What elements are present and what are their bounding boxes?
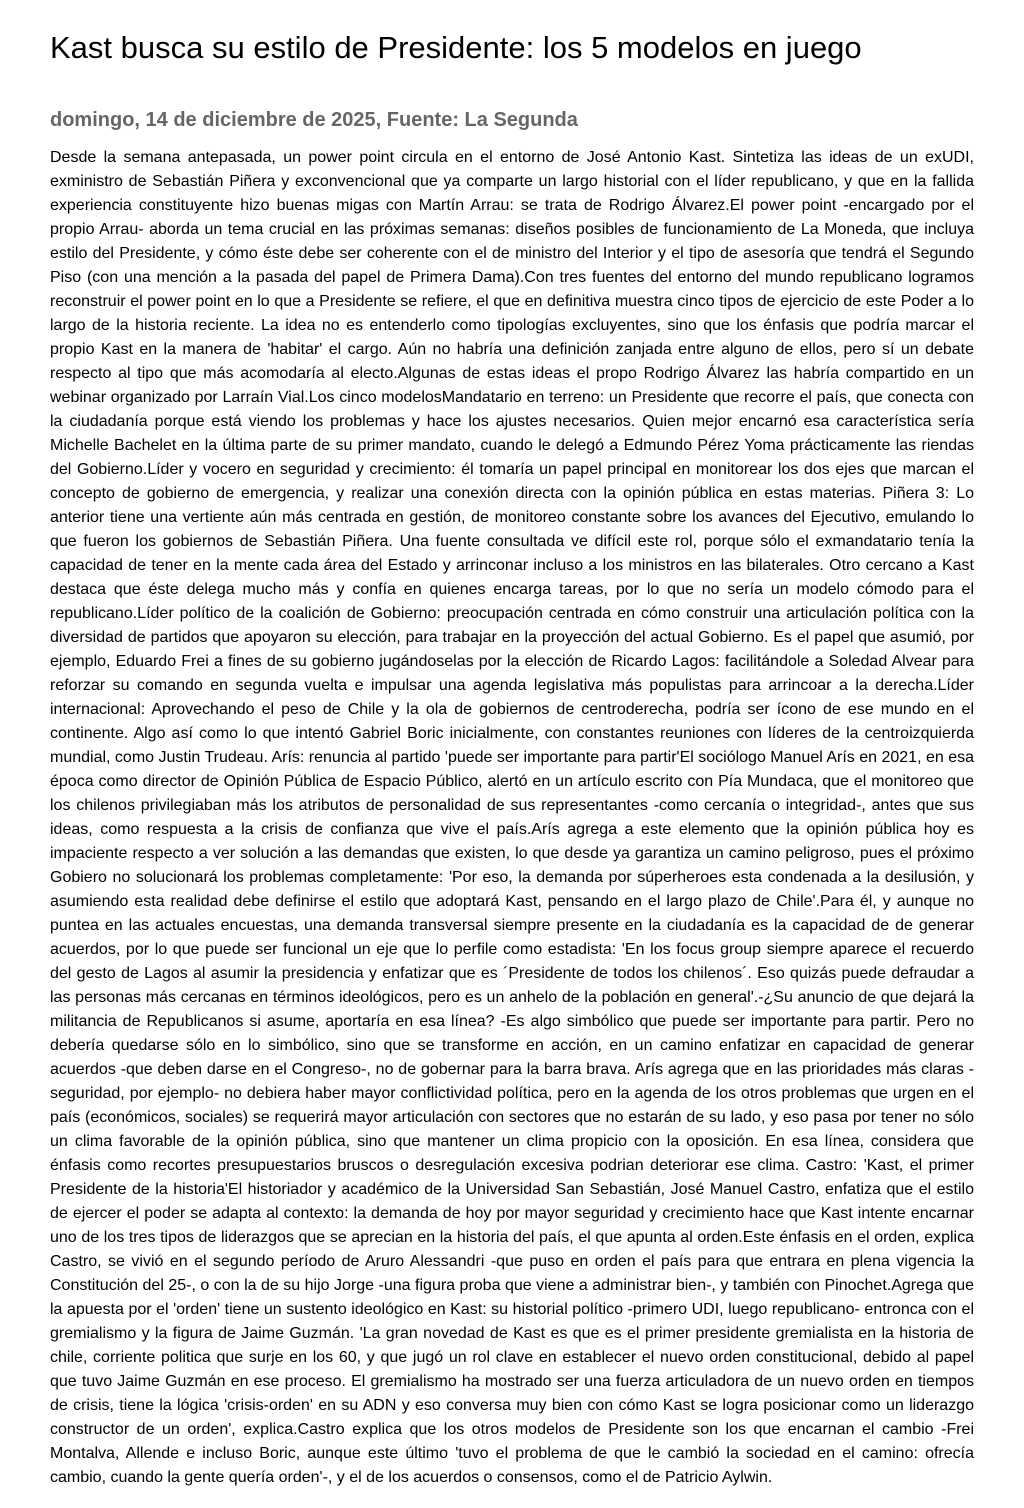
article-dateline: domingo, 14 de diciembre de 2025, Fuente: La Segunda <box>50 109 578 131</box>
article-title: Kast busca su estilo de Presidente: los 5 modelos en juego <box>50 30 862 65</box>
article-body: Desde la semana antepasada, un power point circula en el entorno de José Antonio Kast. Sintetiza las ideas de un exUDI, exministro de Sebastián Piñera y exconvencional que ya comparte un largo historial con el líder republicano, y que en la fallida experiencia constituyente hizo buenas migas con Martín Arrau: se trata de Rodrigo Álvarez.El power point -encargado por el propio Arrau- aborda un tema crucial en las próximas semanas: diseños posibles de funcionamiento de La Moneda, que incluya estilo del Presidente, y cómo éste debe ser coherente con el de ministro del Interior y el tipo de asesoría que tendrá el Segundo Piso (con una mención a la pasada del papel de Primera Dama).Con tres fuentes del entorno del mundo republicano logramos reconstruir el power point en lo que a Presidente se refiere, el que en definitiva muestra cinco tipos de ejercicio de este Poder a lo largo de la historia reciente. La idea no es entenderlo como tipologías excluyentes, sino que los énfasis que podría marcar el propio Kast en la manera de 'habitar' el cargo. Aún no habría una definición zanjada entre alguno de ellos, pero sí un debate respecto al tipo que más acomodaría al electo.Algunas de estas ideas el propo Rodrigo Álvarez las habría compartido en un webinar organizado por Larraín Vial.Los cinco modelosMandatario en terreno: un Presidente que recorre el país, que conecta con la ciudadanía porque está viendo los problemas y hace los ajustes necesarios. Quien mejor encarnó esa característica sería Michelle Bachelet en la última parte de su primer mandato, cuando le delegó a Edmundo Pérez Yoma prácticamente las riendas del Gobierno.Líder y vocero en seguridad y crecimiento: él tomaría un papel principal en monitorear los dos ejes que marcan el concepto de gobierno de emergencia, y realizar una conexión directa con la opinión pública en estas materias. Piñera 3: Lo anterior tiene una vertiente aún más centrada en gestión, de monitoreo constante sobre los avances del Ejecutivo, emulando lo que fueron los gobiernos de Sebastián Piñera. Una fuente consultada ve difícil este rol, porque sólo el exmandatario tenía la capacidad de tener en la mente cada área del Estado y arrinconar incluso a los ministros en las bilaterales. Otro cercano a Kast destaca que éste delega mucho más y confía en quienes encarga tareas, por lo que no sería un modelo cómodo para el republicano.Líder político de la coalición de Gobierno: preocupación centrada en cómo construir una articulación política con la diversidad de partidos que apoyaron su elección, para trabajar en la proyección del actual Gobierno. Es el papel que asumió, por ejemplo, Eduardo Frei a fines de su gobierno jugándoselas por la elección de Ricardo Lagos: facilitándole a Soledad Alvear para reforzar su comando en segunda vuelta e impulsar una agenda legislativa más populistas para arrincoar a la derecha.Líder internacional: Aprovechando el peso de Chile y la ola de gobiernos de centroderecha, podría ser ícono de ese mundo en el continente. Algo así como lo que intentó Gabriel Boric inicialmente, con constantes reuniones con líderes de la centroizquierda mundial, como Justin Trudeau. Arís: renuncia al partido 'puede ser importante para partir'El sociólogo Manuel Arís en 2021, en esa época como director de Opinión Pública de Espacio Público, alertó en un artículo escrito con Pía Mundaca, que el monitoreo que los chilenos privilegiaban más los atributos de personalidad de sus representantes -como cercanía o integridad-, antes que sus ideas, como respuesta a la crisis de confianza que vive el país.Arís agrega a este elemento que la opinión pública hoy es impaciente respecto a ver solución a las demandas que existen, lo que desde ya garantiza un camino peligroso, pues el próximo Gobiero no solucionará los problemas completamente: 'Por eso, la demanda por súperheroes esta condenada a la desilusión, y asumiendo esta realidad debe definirse el estilo que adoptará Kast, pensando en el largo plazo de Chile'.Para él, y aunque no puntea en las actuales encuestas, una demanda transversal siempre presente en la ciudadanía es la capacidad de de generar acuerdos, por lo que puede ser funcional un eje que lo perfile como estadista: 'En los focus group siempre aparece el recuerdo del gesto de Lagos al asumir la presidencia y enfatizar que es ´Presidente de todos los chilenos´. Eso quizás puede defraudar a las personas más cercanas en términos ideológicos, pero es un anhelo de la población en general'.-¿Su anuncio de que dejará la militancia de Republicanos si asume, aportaría en esa línea? -Es algo simbólico que puede ser importante para partir. Pero no debería quedarse sólo en lo simbólico, sino que se transforme en acción, en un camino enfatizar en capacidad de generar acuerdos -que deben darse en el Congreso-, no de gobernar para la barra brava. Arís agrega que en las prioridades más claras -seguridad, por ejemplo- no debiera haber mayor conflictividad política, pero en la agenda de los otros problemas que urgen en el país (económicos, sociales) se requerirá mayor articulación con sectores que no estarán de su lado, y eso pasa por tener no sólo un clima favorable de la opinión pública, sino que mantener un clima propicio con la oposición. En esa línea, considera que énfasis como recortes presupuestarios bruscos o desregulación excesiva podrian deteriorar ese clima. Castro: 'Kast, el primer Presidente de la historia'El historiador y académico de la Universidad San Sebastián, José Manuel Castro, enfatiza que el estilo de ejercer el poder se adapta al contexto: la demanda de hoy por mayor seguridad y crecimiento hace que Kast intente encarnar uno de los tres tipos de liderazgos que se aprecian en la historia del país, el que apunta al orden.Este énfasis en el orden, explica Castro, se vivió en el segundo período de Aruro Alessandri -que puso en orden el país para que entrara en plena vigencia la Constitución del 25-, o con la de su hijo Jorge -una figura proba que viene a administrar bien-, y también con Pinochet.Agrega que la apuesta por el 'orden' tiene un sustento ideológico en Kast: su historial político -primero UDI, luego republicano- entronca con el gremialismo y la figura de Jaime Guzmán. 'La gran novedad de Kast es que es el primer presidente gremialista en la historia de chile, corriente politica que surje en los 60, y que jugó un rol clave en establecer el nuevo orden constitucional, debido al papel que tuvo Jaime Guzmán en ese proceso. El gremialismo ha mostrado ser una fuerza articuladora de un nuevo orden en tiempos de crisis, tiene la lógica 'crisis-orden' en su ADN y eso conversa muy bien con cómo Kast se logra posicionar como un liderazgo constructor de un orden', explica.Castro explica que los otros modelos de Presidente son los que encarnan el cambio -Frei Montalva, Allende e incluso Boric, aunque este último 'tuvo el problema de que le cambió la sociedad en el camino: ofrecía cambio, cuando la gente quería orden'-, y el de los acuerdos o consensos, como el de Patricio Aylwin. <box>50 149 974 1486</box>
